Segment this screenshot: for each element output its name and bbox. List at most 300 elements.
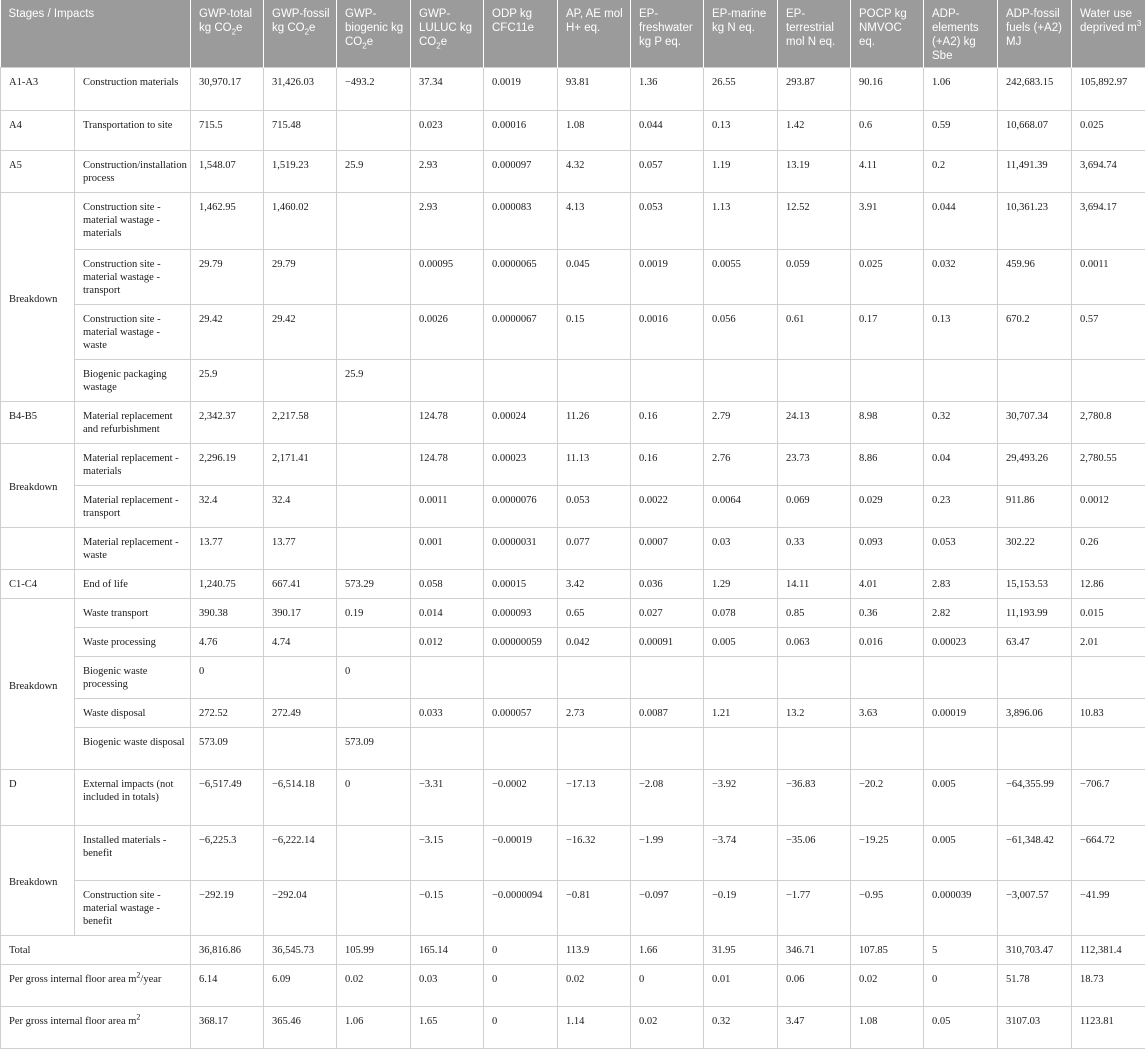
value-cell: −3,007.57	[998, 881, 1072, 936]
value-cell: 29.42	[191, 305, 264, 360]
table-row	[1, 193, 1145, 250]
value-cell: −6,222.14	[264, 826, 337, 881]
value-cell: 2,296.19	[191, 444, 264, 486]
row-label: Waste transport	[75, 599, 191, 628]
value-cell	[924, 728, 998, 770]
stage-cell: C1-C4	[1, 570, 75, 599]
value-cell: 13.77	[191, 528, 264, 570]
value-cell: −61,348.42	[998, 826, 1072, 881]
value-cell: −36.83	[778, 770, 851, 826]
value-cell: 10,361.23	[998, 193, 1072, 250]
value-cell: 30,970.17	[191, 68, 264, 111]
value-cell: 0.029	[851, 486, 924, 528]
value-cell	[924, 657, 998, 699]
value-cell: 2,171.41	[264, 444, 337, 486]
value-cell: 32.4	[191, 486, 264, 528]
label-suffix: /year	[140, 974, 162, 985]
subscript: 2	[231, 27, 237, 37]
header-ep-terrestrial	[778, 0, 851, 68]
value-cell: 0.00024	[484, 402, 558, 444]
value-cell: 4.74	[264, 628, 337, 657]
value-cell: 0.57	[1072, 305, 1145, 360]
header-suffix: e	[236, 22, 243, 34]
table-row	[1, 657, 1145, 699]
value-cell: 0.033	[411, 699, 484, 728]
value-cell	[778, 360, 851, 402]
value-cell: 0.012	[411, 628, 484, 657]
value-cell: 310,703.47	[998, 936, 1072, 965]
value-cell: 0.015	[1072, 599, 1145, 628]
value-cell: 24.13	[778, 402, 851, 444]
value-cell: 0.063	[778, 628, 851, 657]
value-cell: 0.001	[411, 528, 484, 570]
value-cell: 0.32	[704, 1007, 778, 1049]
value-cell: 2.93	[411, 151, 484, 193]
header-suffix: e	[366, 36, 374, 48]
row-label: Biogenic waste processing	[75, 657, 191, 699]
value-cell: 90.16	[851, 68, 924, 111]
row-label: Material replacement and refurbishment	[75, 402, 191, 444]
value-cell: 0.0000065	[484, 250, 558, 305]
value-cell: 1.14	[558, 1007, 631, 1049]
value-cell: 0.23	[924, 486, 998, 528]
value-cell	[264, 360, 337, 402]
stage-cell	[1, 528, 75, 570]
value-cell: 0.0012	[1072, 486, 1145, 528]
header-suffix: e	[309, 22, 316, 34]
value-cell: 93.81	[558, 68, 631, 111]
value-cell: 3,694.74	[1072, 151, 1145, 193]
value-cell: 32.4	[264, 486, 337, 528]
value-cell: 0.0055	[704, 250, 778, 305]
header-label: ADP-elements (+A2) kg Sbe	[932, 8, 979, 62]
value-cell: 0.032	[924, 250, 998, 305]
value-cell: 0.00019	[924, 699, 998, 728]
subscript: 2	[304, 27, 310, 37]
row-label: End of life	[75, 570, 191, 599]
value-cell: 0.053	[631, 193, 704, 250]
value-cell: 0.17	[851, 305, 924, 360]
value-cell: 13.2	[778, 699, 851, 728]
value-cell	[704, 360, 778, 402]
value-cell: 0.26	[1072, 528, 1145, 570]
table-row	[1, 570, 1145, 599]
value-cell: −0.097	[631, 881, 704, 936]
table-row	[1, 111, 1145, 151]
value-cell: 0.093	[851, 528, 924, 570]
value-cell: 0.005	[704, 628, 778, 657]
stage-cell: B4-B5	[1, 402, 75, 444]
value-cell: 0.05	[924, 1007, 998, 1049]
header-row	[1, 0, 1145, 68]
header-label: GWP-fossil kg CO	[272, 8, 330, 34]
value-cell: 0.02	[337, 965, 411, 1007]
value-cell: 0.02	[851, 965, 924, 1007]
value-cell: 3.42	[558, 570, 631, 599]
value-cell: 0.0000076	[484, 486, 558, 528]
value-cell: 459.96	[998, 250, 1072, 305]
table-row	[1, 826, 1145, 881]
value-cell: 0.16	[631, 402, 704, 444]
value-cell: 29,493.26	[998, 444, 1072, 486]
value-cell: 0.32	[924, 402, 998, 444]
value-cell: −292.19	[191, 881, 264, 936]
value-cell: 0.000097	[484, 151, 558, 193]
value-cell: 0.00091	[631, 628, 704, 657]
header-odp	[484, 0, 558, 68]
value-cell: 105,892.97	[1072, 68, 1145, 111]
value-cell: 107.85	[851, 936, 924, 965]
value-cell: 4.32	[558, 151, 631, 193]
value-cell: 0.023	[411, 111, 484, 151]
value-cell: 0	[337, 770, 411, 826]
value-cell: 715.48	[264, 111, 337, 151]
row-label: Material replacement - transport	[75, 486, 191, 528]
value-cell	[851, 657, 924, 699]
value-cell: 0.59	[924, 111, 998, 151]
value-cell: 0.0011	[411, 486, 484, 528]
value-cell: −0.15	[411, 881, 484, 936]
value-cell: 2.83	[924, 570, 998, 599]
value-cell: 0.058	[411, 570, 484, 599]
value-cell: −35.06	[778, 826, 851, 881]
value-cell	[337, 628, 411, 657]
value-cell: −706.7	[1072, 770, 1145, 826]
value-cell: 0.03	[704, 528, 778, 570]
value-cell: −0.0002	[484, 770, 558, 826]
value-cell: 1,460.02	[264, 193, 337, 250]
value-cell: 0.042	[558, 628, 631, 657]
table-row	[1, 360, 1145, 402]
value-cell: 0.03	[411, 965, 484, 1007]
value-cell	[1072, 657, 1145, 699]
row-label: Transportation to site	[75, 111, 191, 151]
value-cell: 2.93	[411, 193, 484, 250]
value-cell: 0.61	[778, 305, 851, 360]
header-ep-freshwater	[631, 0, 704, 68]
value-cell: 0.005	[924, 770, 998, 826]
value-cell: 0.65	[558, 599, 631, 628]
table-row	[1, 402, 1145, 444]
value-cell: 0.00000059	[484, 628, 558, 657]
value-cell	[851, 728, 924, 770]
value-cell: 0	[191, 657, 264, 699]
header-label: Water use deprived m	[1080, 8, 1137, 34]
table-row	[1, 628, 1145, 657]
value-cell: 25.9	[191, 360, 264, 402]
value-cell: 0.059	[778, 250, 851, 305]
row-label: External impacts (not included in totals)	[75, 770, 191, 826]
value-cell: 36,545.73	[264, 936, 337, 965]
value-cell: 0.33	[778, 528, 851, 570]
header-label: EP-freshwater kg P eq.	[639, 8, 693, 48]
table-row	[1, 770, 1145, 826]
value-cell: −0.0000094	[484, 881, 558, 936]
value-cell: 8.86	[851, 444, 924, 486]
value-cell: −3.15	[411, 826, 484, 881]
value-cell: 2,342.37	[191, 402, 264, 444]
value-cell: 1.08	[558, 111, 631, 151]
per-area-label	[1, 1007, 191, 1049]
value-cell: −16.32	[558, 826, 631, 881]
value-cell: 1.21	[704, 699, 778, 728]
value-cell: 1.06	[924, 68, 998, 111]
value-cell	[778, 657, 851, 699]
value-cell	[631, 360, 704, 402]
row-label: Biogenic waste disposal	[75, 728, 191, 770]
header-gwp-total	[191, 0, 264, 68]
value-cell: 0.0022	[631, 486, 704, 528]
header-gwp-biogenic	[337, 0, 411, 68]
value-cell: 0.02	[631, 1007, 704, 1049]
row-label: Construction/installation process	[75, 151, 191, 193]
value-cell: 0.6	[851, 111, 924, 151]
value-cell	[337, 699, 411, 728]
value-cell: 3,896.06	[998, 699, 1072, 728]
row-label: Waste processing	[75, 628, 191, 657]
value-cell	[264, 657, 337, 699]
value-cell: 25.9	[337, 360, 411, 402]
value-cell: 105.99	[337, 936, 411, 965]
value-cell: −20.2	[851, 770, 924, 826]
value-cell: 0.057	[631, 151, 704, 193]
value-cell	[337, 881, 411, 936]
value-cell	[337, 193, 411, 250]
value-cell: 29.42	[264, 305, 337, 360]
value-cell: 0.2	[924, 151, 998, 193]
value-cell: 4.76	[191, 628, 264, 657]
value-cell: 0.045	[558, 250, 631, 305]
value-cell: 2.01	[1072, 628, 1145, 657]
value-cell: 37.34	[411, 68, 484, 111]
value-cell: 0.15	[558, 305, 631, 360]
per-area-year-label	[1, 965, 191, 1007]
superscript: 2	[136, 1012, 141, 1022]
value-cell: 0.00095	[411, 250, 484, 305]
value-cell	[998, 728, 1072, 770]
row-label: Biogenic packaging wastage	[75, 360, 191, 402]
value-cell: 3107.03	[998, 1007, 1072, 1049]
value-cell: 1123.81	[1072, 1007, 1145, 1049]
value-cell: 12.52	[778, 193, 851, 250]
value-cell: 112,381.4	[1072, 936, 1145, 965]
value-cell: 0.16	[631, 444, 704, 486]
table-row	[1, 151, 1145, 193]
value-cell: 0	[484, 965, 558, 1007]
value-cell: 51.78	[998, 965, 1072, 1007]
value-cell	[631, 728, 704, 770]
value-cell: 8.98	[851, 402, 924, 444]
value-cell: 23.73	[778, 444, 851, 486]
value-cell: 1.13	[704, 193, 778, 250]
value-cell: 11,193.99	[998, 599, 1072, 628]
header-label: Stages / Impacts	[8, 8, 95, 20]
value-cell: 346.71	[778, 936, 851, 965]
value-cell: 3.47	[778, 1007, 851, 1049]
label-text: Per gross internal floor area m	[9, 1016, 137, 1027]
value-cell	[924, 360, 998, 402]
table-row	[1, 728, 1145, 770]
value-cell: −3.74	[704, 826, 778, 881]
value-cell: 2,780.8	[1072, 402, 1145, 444]
value-cell: −6,225.3	[191, 826, 264, 881]
stage-cell: D	[1, 770, 75, 826]
value-cell: 0.0087	[631, 699, 704, 728]
value-cell	[484, 657, 558, 699]
header-stages	[1, 0, 191, 68]
value-cell	[704, 657, 778, 699]
value-cell: 1.66	[631, 936, 704, 965]
value-cell: 0.005	[924, 826, 998, 881]
value-cell: 4.13	[558, 193, 631, 250]
value-cell: −3.31	[411, 770, 484, 826]
row-label: Construction site - material wastage - waste	[75, 305, 191, 360]
value-cell: 11.26	[558, 402, 631, 444]
value-cell: 0.0000067	[484, 305, 558, 360]
value-cell: 0	[924, 965, 998, 1007]
table-row	[1, 965, 1145, 1007]
value-cell: 0.044	[924, 193, 998, 250]
value-cell: 26.55	[704, 68, 778, 111]
label-text: Per gross internal floor area m	[9, 974, 137, 985]
header-ap	[558, 0, 631, 68]
value-cell	[484, 728, 558, 770]
table-row	[1, 699, 1145, 728]
stage-cell: A5	[1, 151, 75, 193]
value-cell: 0.00023	[924, 628, 998, 657]
value-cell: −664.72	[1072, 826, 1145, 881]
value-cell: 0.0000031	[484, 528, 558, 570]
value-cell: 4.01	[851, 570, 924, 599]
header-label: GWP-biogenic kg CO	[345, 8, 404, 48]
value-cell: 2,780.55	[1072, 444, 1145, 486]
value-cell: 0.00015	[484, 570, 558, 599]
value-cell: 3.63	[851, 699, 924, 728]
value-cell: 0.078	[704, 599, 778, 628]
value-cell	[998, 657, 1072, 699]
value-cell: 113.9	[558, 936, 631, 965]
value-cell: −1.99	[631, 826, 704, 881]
value-cell: 30,707.34	[998, 402, 1072, 444]
value-cell: −2.08	[631, 770, 704, 826]
value-cell: 1,548.07	[191, 151, 264, 193]
subscript: 2	[362, 41, 367, 51]
value-cell: 31.95	[704, 936, 778, 965]
value-cell: 0.0016	[631, 305, 704, 360]
table-row	[1, 881, 1145, 936]
value-cell	[558, 360, 631, 402]
value-cell	[631, 657, 704, 699]
table-row	[1, 305, 1145, 360]
header-suffix: e	[440, 36, 448, 48]
table-row	[1, 68, 1145, 111]
value-cell: 1,519.23	[264, 151, 337, 193]
value-cell: 293.87	[778, 68, 851, 111]
value-cell: 0.000083	[484, 193, 558, 250]
value-cell: −3.92	[704, 770, 778, 826]
header-gwp-fossil	[264, 0, 337, 68]
value-cell: 2.76	[704, 444, 778, 486]
header-label: EP-marine kg N eq.	[712, 8, 767, 34]
value-cell	[337, 111, 411, 151]
value-cell: 667.41	[264, 570, 337, 599]
value-cell: −17.13	[558, 770, 631, 826]
header-ep-marine	[704, 0, 778, 68]
value-cell: 13.77	[264, 528, 337, 570]
value-cell: 1.08	[851, 1007, 924, 1049]
value-cell: 29.79	[264, 250, 337, 305]
value-cell: 0.85	[778, 599, 851, 628]
value-cell: 0	[484, 1007, 558, 1049]
subscript: 2	[436, 41, 441, 51]
header-label: POCP kg NMVOC eq.	[859, 8, 907, 48]
value-cell: 124.78	[411, 402, 484, 444]
value-cell: 0.0011	[1072, 250, 1145, 305]
value-cell	[1072, 728, 1145, 770]
value-cell: 11,491.39	[998, 151, 1072, 193]
value-cell	[264, 728, 337, 770]
value-cell: −19.25	[851, 826, 924, 881]
value-cell: 0.02	[558, 965, 631, 1007]
header-pocp	[851, 0, 924, 68]
row-label: Construction site - material wastage - materials	[75, 193, 191, 250]
value-cell: 0.069	[778, 486, 851, 528]
stage-cell: Breakdown	[1, 826, 75, 936]
value-cell	[337, 305, 411, 360]
value-cell: 0.025	[851, 250, 924, 305]
value-cell	[778, 728, 851, 770]
value-cell: 0	[484, 936, 558, 965]
value-cell: 302.22	[998, 528, 1072, 570]
value-cell: 165.14	[411, 936, 484, 965]
value-cell	[558, 657, 631, 699]
value-cell: 2.82	[924, 599, 998, 628]
header-adp-elements	[924, 0, 998, 68]
value-cell: 0.0019	[484, 68, 558, 111]
value-cell	[411, 657, 484, 699]
value-cell: 1.36	[631, 68, 704, 111]
value-cell	[411, 360, 484, 402]
value-cell: 573.09	[191, 728, 264, 770]
table-row	[1, 599, 1145, 628]
value-cell: −0.00019	[484, 826, 558, 881]
value-cell: 0.056	[704, 305, 778, 360]
value-cell: −0.95	[851, 881, 924, 936]
value-cell: 0	[337, 657, 411, 699]
value-cell: 18.73	[1072, 965, 1145, 1007]
value-cell: 670.2	[998, 305, 1072, 360]
value-cell: 0.016	[851, 628, 924, 657]
value-cell: 14.11	[778, 570, 851, 599]
value-cell: 12.86	[1072, 570, 1145, 599]
stage-cell: Breakdown	[1, 193, 75, 402]
value-cell: 1.19	[704, 151, 778, 193]
value-cell: −64,355.99	[998, 770, 1072, 826]
value-cell: 390.38	[191, 599, 264, 628]
value-cell: 3.91	[851, 193, 924, 250]
value-cell: 911.86	[998, 486, 1072, 528]
value-cell: 2.79	[704, 402, 778, 444]
header-label: AP, AE mol H+ eq.	[566, 8, 623, 34]
value-cell: 365.46	[264, 1007, 337, 1049]
value-cell: 0.0064	[704, 486, 778, 528]
value-cell: 1,240.75	[191, 570, 264, 599]
total-label: Total	[1, 936, 191, 965]
value-cell: 2.73	[558, 699, 631, 728]
value-cell: 5	[924, 936, 998, 965]
row-label: Construction site - material wastage - transport	[75, 250, 191, 305]
value-cell	[337, 250, 411, 305]
